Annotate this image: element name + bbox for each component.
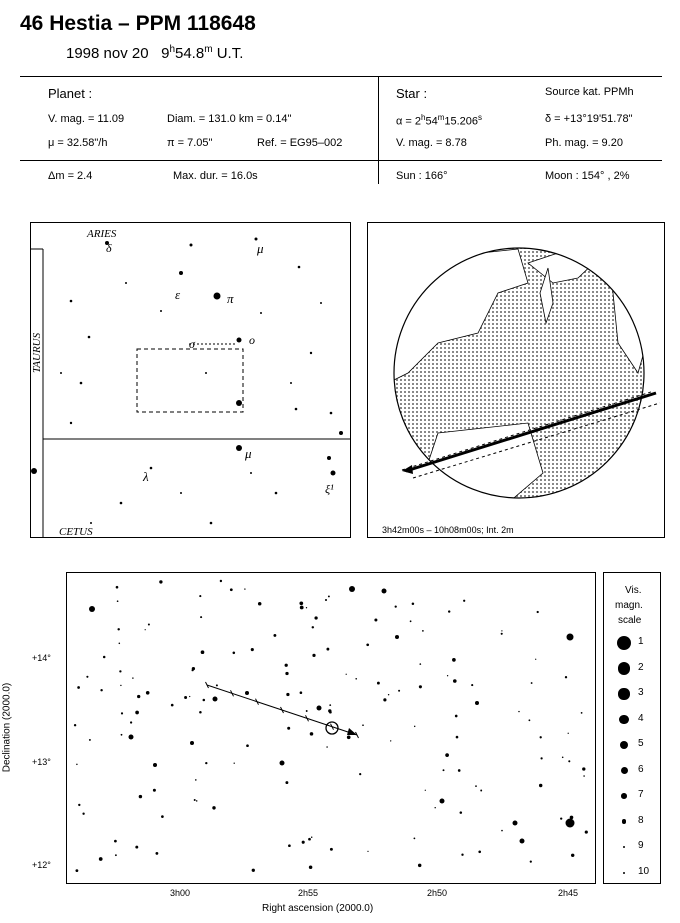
field-star [199,595,201,597]
planet-diameter: Diam. = 131.0 km = 0.14" [167,113,292,125]
ra-minutes: 54 [425,115,438,128]
field-star [388,694,389,695]
field-star [359,773,361,775]
header-rule-top [20,76,662,77]
field-star [273,634,276,637]
field-star [130,721,132,723]
field-star [153,763,157,767]
field-star [478,850,481,853]
legend-title-magn: magn. [615,600,643,611]
field-star [139,795,142,798]
field-star [78,804,80,806]
legend-label: 9 [638,840,644,851]
field-star [300,691,303,694]
field-star [328,595,330,597]
field-star [395,635,399,639]
x-axis-label: Right ascension (2000.0) [262,903,374,914]
field-star [535,659,536,660]
field-star [434,807,435,808]
field-star [455,715,458,718]
field-star [447,675,448,676]
field-star [329,711,332,714]
field-star [366,643,369,646]
star-mark [210,522,213,525]
ra-minutes-unit: m [437,113,445,122]
field-star [346,674,347,675]
field-star [355,678,357,680]
ytick-13: +13° [32,757,51,767]
field-star [326,746,328,748]
xtick-3h00: 3h00 [170,888,191,898]
field-star [251,648,254,651]
field-star [414,838,416,840]
field-star [456,736,459,739]
legend-dot [618,662,631,675]
star-mark [205,372,207,374]
field-star [568,760,570,762]
field-star [89,606,95,612]
field-star [245,691,249,695]
field-star [121,712,123,714]
field-star [114,840,117,843]
globe-caption: 3h42m00s – 10h08m00s; Int. 2m [382,525,514,535]
legend-label: 7 [638,789,644,800]
field-star [308,838,311,841]
xtick-2h55: 2h55 [298,888,319,898]
field-star [367,851,368,852]
observation-hours: 9 [161,45,170,62]
ra-hours-unit: h [421,113,426,122]
star-declination: δ = +13°19'51.78" [545,113,633,125]
field-star [414,726,415,727]
star-mark [80,382,83,385]
field-star [285,664,288,667]
field-star [135,846,138,849]
field-star [216,684,218,686]
star-mark [295,408,298,411]
field-star [520,839,525,844]
ra-seconds: 15.206 [444,115,479,128]
field-star [258,602,262,606]
label-delta: δ [106,241,112,255]
field-star [448,610,450,612]
legend-label: 3 [638,687,644,698]
field-star [460,811,463,814]
label-epsilon: ε [175,287,181,302]
field-star [119,643,121,645]
field-star [285,781,288,784]
field-star [137,695,140,698]
field-star [212,806,215,809]
field-star [190,741,194,745]
field-star [286,693,289,696]
field-star [562,757,564,759]
field-star [171,704,174,707]
star-mark [90,522,92,524]
star-mark [260,312,262,314]
field-star [310,732,314,736]
label-sigma: σ [189,337,195,351]
star-vmag: V. mag. = 8.78 [396,137,467,149]
star-mark [160,310,162,312]
field-star [501,633,503,635]
header-rule-mid [20,160,662,161]
field-star [285,672,288,675]
star-mark [250,472,252,474]
field-star [461,854,463,856]
field-star [383,698,386,701]
field-star [280,761,285,766]
field-star [530,861,532,863]
field-star [76,764,77,765]
field-star [201,650,205,654]
star-mark [214,293,221,300]
star-mark [60,372,62,374]
planet-heading: Planet : [48,86,93,101]
field-star [560,817,562,819]
field-star [77,686,80,689]
legend-dot [619,715,629,725]
xtick-2h50: 2h50 [427,888,448,898]
y-axis-label: Declination (2000.0) [1,682,13,773]
field-star [244,588,245,589]
planet-motion: μ = 32.58"/h [48,137,108,149]
magnitude-legend [603,572,661,884]
field-star [159,580,162,583]
field-star [568,733,569,734]
star-mark [120,502,123,505]
star-mark [331,471,336,476]
field-star [288,844,291,847]
ytick-14: +14° [32,653,51,663]
field-star [475,701,479,705]
legend-title-vis: Vis. [625,585,642,596]
star-mark [150,467,153,470]
field-star [145,629,146,630]
star-mark [310,352,312,354]
field-star [480,790,482,792]
field-star [565,676,567,678]
field-star [86,676,88,678]
star-mark [88,336,91,339]
field-star [311,836,312,837]
field-star [306,607,307,608]
field-star [99,857,103,861]
field-star [116,586,119,589]
field-star [583,775,585,777]
field-star [252,869,255,872]
star-mark [190,244,193,247]
star-heading: Star : [396,86,428,101]
legend-dot [621,767,628,774]
field-star [471,684,473,686]
field-star [329,704,331,706]
field-star [115,854,117,856]
field-star [422,630,424,632]
field-star [390,740,391,741]
legend-label: 6 [638,763,644,775]
field-star [463,600,465,602]
field-star [540,736,542,738]
field-star [312,654,315,657]
field-star [287,727,290,730]
star-mark [339,431,343,435]
planet-reference: Ref. = EG95–002 [257,137,343,149]
field-star [501,630,502,631]
field-star [539,784,542,787]
star-mark [327,456,331,460]
field-star [220,580,222,582]
star-right-ascension [396,113,482,128]
globe-canvas [368,223,665,538]
field-star [120,685,121,686]
finder-chart-canvas [31,223,351,538]
legend-label: 5 [638,738,644,749]
globe-panel [367,222,665,538]
label-mu-top: μ [257,241,264,256]
field-star [475,785,477,787]
field-star [100,689,102,691]
field-star [234,763,235,764]
field-star [306,710,308,712]
field-star [300,606,304,610]
ra-seconds-unit: s [478,113,483,122]
star-mark [298,266,301,269]
star-mark [125,282,127,284]
field-star [419,663,421,665]
star-mark [236,400,242,406]
ra-hours: α = 2 [396,115,422,128]
field-star [302,841,305,844]
field-star [531,682,533,684]
observation-minutes: 54.8 [175,45,205,62]
observation-date: 1998 nov 20 [66,45,149,62]
detail-field-box [137,349,243,412]
field-star [571,854,574,857]
field-star [153,789,156,792]
detail-chart [66,572,596,884]
field-star [582,767,585,770]
field-star [184,696,187,699]
field-star [203,699,206,702]
field-star [230,588,233,591]
label-aries: ARIES [87,228,117,240]
field-star [135,711,139,715]
source-catalog: Source kat. PPMh [545,86,634,98]
field-star [349,586,355,592]
legend-label: 4 [638,712,644,724]
hours-unit: h [169,44,175,55]
field-star [213,697,218,702]
field-star [443,769,445,771]
planet-vmag: V. mag. = 11.09 [48,113,125,125]
field-star [103,656,106,659]
detail-chart-canvas [67,573,596,884]
field-star [537,611,539,613]
field-star [117,600,119,602]
field-star [205,762,207,764]
field-star [195,779,197,781]
field-star [326,648,329,651]
legend-dot [617,636,631,650]
field-star [312,626,314,628]
field-star [74,724,76,726]
field-star [325,599,327,601]
observation-datetime [66,44,243,62]
legend-title-scale: scale [618,615,642,626]
planet-parallax: π = 7.05" [167,137,213,149]
field-star [129,735,134,740]
field-star [199,711,202,714]
legend-dot [621,793,627,799]
label-omicron: o [249,333,255,347]
field-star [119,670,121,672]
field-star [117,628,119,630]
star-mark [320,302,322,304]
label-xi: ξ¹ [325,482,334,496]
field-star [75,869,78,872]
field-star [418,864,421,867]
field-star [314,616,317,619]
field-star [540,757,542,759]
star-mark [330,412,333,415]
legend-dot [620,741,628,749]
field-star [347,735,351,739]
field-star [233,652,236,655]
star-mark [70,422,72,424]
field-star [200,616,202,618]
field-star [196,800,198,802]
field-star [189,696,190,697]
field-star [395,605,397,607]
finder-chart [30,222,351,538]
xtick-2h45: 2h45 [558,888,579,898]
field-star [146,691,150,695]
star-mark [179,271,183,275]
track-arrow [347,728,357,735]
field-star [192,669,194,671]
field-star [412,602,415,605]
field-star [382,589,387,594]
star-mark [31,468,37,474]
field-star [513,821,518,826]
star-mark [70,300,73,303]
legend-dot [623,846,626,849]
page-title: 46 Hestia – PPM 118648 [20,12,256,35]
field-star [410,620,412,622]
field-star [377,682,380,685]
sun-elongation: Sun : 166° [396,170,448,182]
field-star [445,753,449,757]
star-mark [180,492,182,494]
field-star [528,719,530,721]
field-star [458,769,461,772]
field-star [246,744,249,747]
ytick-12: +12° [32,860,51,870]
label-lambda: λ [143,469,149,484]
legend-dot [618,688,629,699]
field-star [570,816,574,820]
field-star [121,734,123,736]
field-star [581,712,583,714]
field-star [362,724,364,726]
label-taurus: TAURUS [31,332,43,373]
star-mark [236,445,242,451]
minutes-unit: m [204,44,213,55]
field-star [330,848,333,851]
field-star [317,706,322,711]
field-star [452,658,456,662]
star-mark [275,492,278,495]
label-mu-bottom: μ [245,446,252,461]
field-star [585,831,588,834]
legend-label: 2 [638,661,644,673]
legend-dot [623,872,625,874]
field-star [419,685,422,688]
moon-info: Moon : 154° , 2% [545,170,630,182]
time-suffix: U.T. [212,45,244,62]
label-pi: π [227,291,234,306]
legend-label: 1 [638,636,644,647]
field-star [398,690,400,692]
star-mark [290,382,292,384]
field-star [501,830,503,832]
max-duration: Max. dur. = 16.0s [173,170,258,182]
delta-magnitude: Δm = 2.4 [48,170,93,182]
legend-label: 8 [638,814,644,826]
star-mark [237,338,242,343]
legend-dot [622,819,626,823]
legend-label: 10 [638,865,650,877]
field-star [566,819,575,828]
field-star [518,711,519,712]
field-star [82,813,84,815]
field-star [161,815,164,818]
field-star [132,677,133,678]
field-star [194,799,196,801]
field-star [374,618,377,621]
field-star [425,790,426,791]
field-star [89,739,91,741]
field-star [440,799,445,804]
label-cetus: CETUS [59,526,93,538]
field-star [148,623,150,625]
field-star [155,852,158,855]
field-star [567,634,574,641]
field-star [453,679,457,683]
star-phmag: Ph. mag. = 9.20 [545,137,623,149]
header-divider [378,76,379,184]
field-star [309,866,313,870]
field-star [299,601,303,605]
